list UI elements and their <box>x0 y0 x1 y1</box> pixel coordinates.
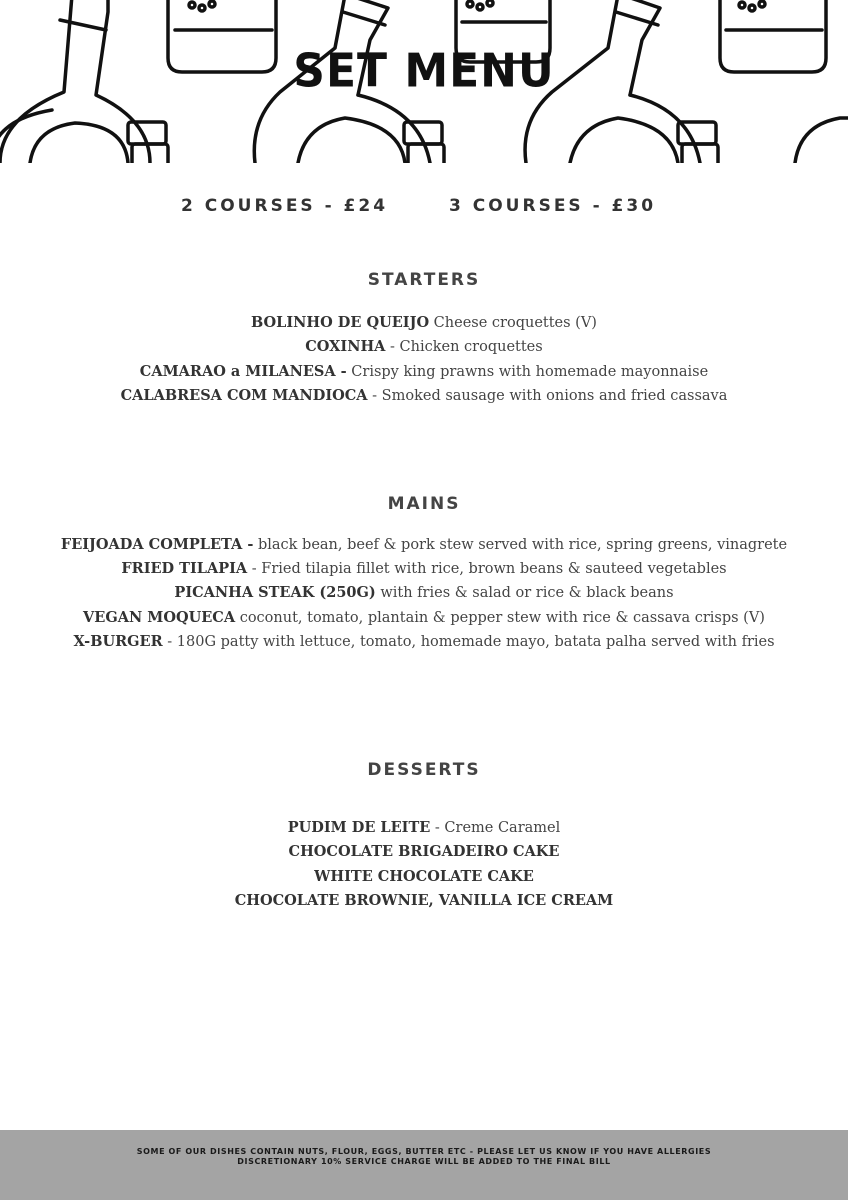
item-name: PICANHA STEAK (250G) <box>174 584 376 601</box>
footer-bar <box>0 1130 848 1200</box>
item-name: FRIED TILAPIA <box>121 560 248 577</box>
main-item <box>0 536 848 553</box>
item-name: PUDIM DE LEITE <box>287 819 431 836</box>
main-item <box>0 584 848 601</box>
service-charge-notice: DISCRETIONARY 10% SERVICE CHARGE WILL BE ADDED TO THE FINAL BILL <box>237 1157 611 1166</box>
header-illustration <box>0 0 848 163</box>
dessert-item <box>0 868 848 885</box>
item-desc: black bean, beef & pork stew served with rice, spring greens, vinagrete <box>253 537 788 553</box>
page-title: SET MENU <box>293 44 555 99</box>
item-name: COXINHA <box>305 338 386 355</box>
item-name: WHITE CHOCOLATE CAKE <box>314 868 534 885</box>
item-desc: coconut, tomato, plantain & pepper stew with rice & cassava crisps (V) <box>235 610 765 626</box>
mains-heading: MAINS <box>387 494 461 514</box>
item-name: CHOCOLATE BRIGADEIRO CAKE <box>288 843 560 860</box>
allergy-notice: SOME OF OUR DISHES CONTAIN NUTS, FLOUR, EGGS, BUTTER ETC - PLEASE LET US KNOW IF YOU HAVE ALLERGIES <box>136 1147 712 1156</box>
price-three-courses: 3 COURSES - £30 <box>449 196 657 216</box>
item-desc: Crispy king prawns with homemade mayonnaise <box>346 364 709 380</box>
starter-item <box>0 314 848 331</box>
main-item <box>0 609 848 626</box>
jar-icon <box>404 122 444 163</box>
dessert-item <box>0 819 848 836</box>
item-name: X-BURGER <box>73 633 163 650</box>
item-name: FEIJOADA COMPLETA - <box>60 536 254 553</box>
main-item <box>0 560 848 577</box>
item-name: CALABRESA COM MANDIOCA <box>120 387 368 404</box>
dessert-item <box>0 843 848 860</box>
starter-item <box>0 387 848 404</box>
starter-item <box>0 338 848 355</box>
item-desc: - Smoked sausage with onions and fried cassava <box>367 388 728 404</box>
dessert-item <box>0 892 848 909</box>
item-desc: - Chicken croquettes <box>385 339 543 355</box>
item-desc: - Creme Caramel <box>430 820 561 836</box>
desserts-heading: DESSERTS <box>367 760 481 780</box>
item-name: CAMARAO a MILANESA - <box>139 363 347 380</box>
main-item <box>0 633 848 650</box>
item-name: CHOCOLATE BROWNIE, VANILLA ICE CREAM <box>234 892 614 909</box>
item-desc: Cheese croquettes (V) <box>429 315 597 331</box>
item-name: VEGAN MOQUECA <box>83 609 236 626</box>
item-desc: with fries & salad or rice & black beans <box>375 585 674 601</box>
starter-item <box>0 363 848 380</box>
item-desc: - 180G patty with lettuce, tomato, homemade mayo, batata palha served with fries <box>162 634 775 650</box>
item-name: BOLINHO DE QUEIJO <box>251 314 430 331</box>
starters-heading: STARTERS <box>367 270 481 290</box>
price-two-courses: 2 COURSES - £24 <box>181 196 389 216</box>
item-desc: - Fried tilapia fillet with rice, brown beans & sauteed vegetables <box>247 561 727 577</box>
course-pricing <box>0 196 848 222</box>
